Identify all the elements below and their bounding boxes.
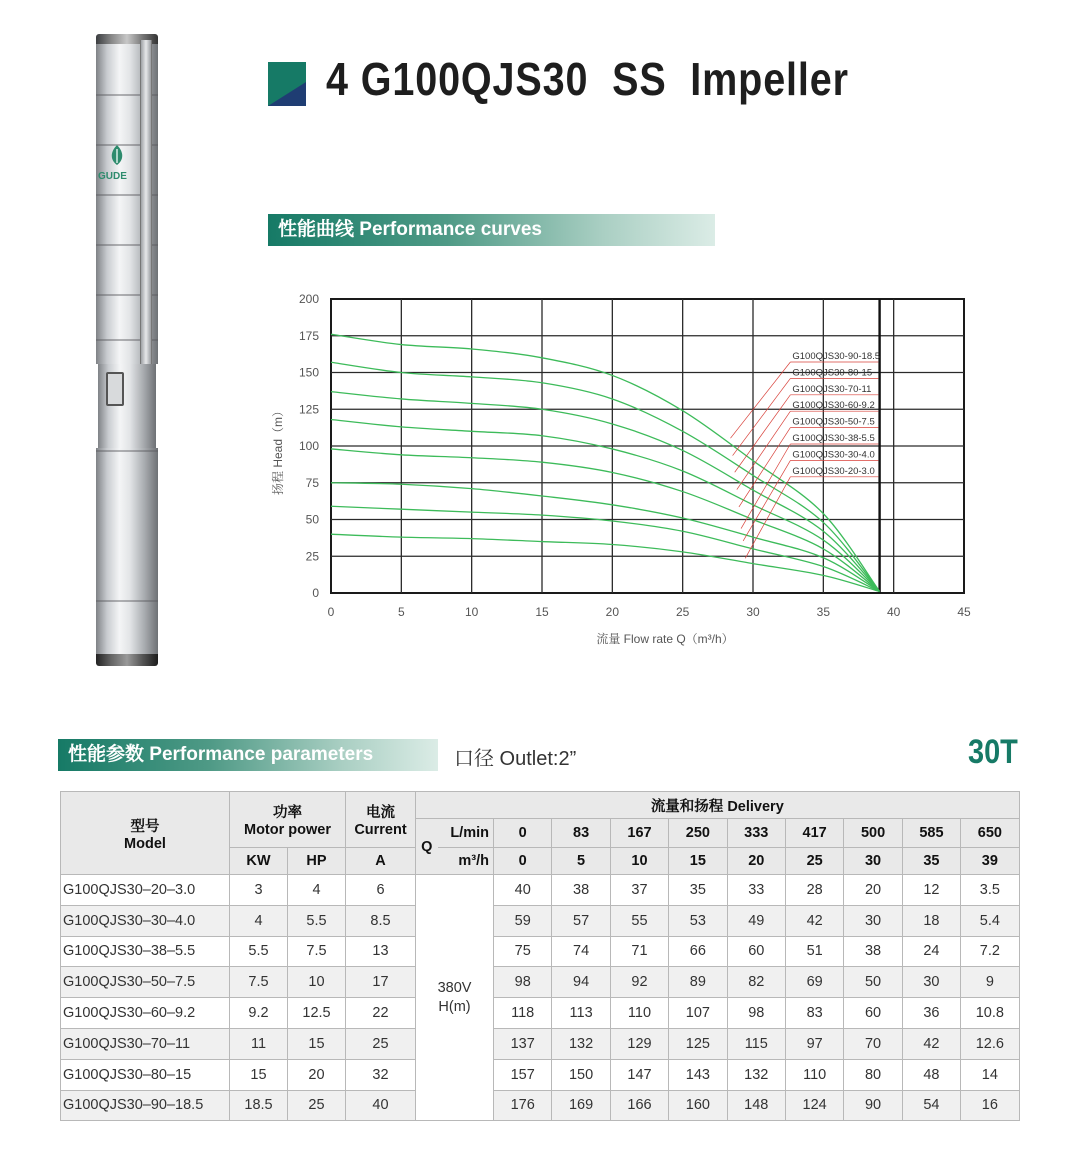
current-header [346,792,416,848]
pump-motor-body [96,448,158,598]
head-value-cell: 97 [785,1028,843,1059]
voltage-label: 380V [437,979,472,996]
head-value-cell: 118 [494,998,552,1029]
y-tick-label: 0 [312,586,319,600]
flow-m3h-header: 30 [844,848,902,875]
delivery-header: 流量和扬程 Delivery [416,792,1020,819]
head-value-cell: 176 [494,1090,552,1121]
power-header-en: Motor power [244,822,331,838]
head-value-cell: 3.5 [961,875,1019,906]
head-value-cell: 94 [552,967,610,998]
kw-cell: 18.5 [230,1090,288,1121]
current-header-cn: 电流 [366,805,395,821]
y-tick-label: 150 [298,365,319,380]
title-accent-icon [268,62,306,106]
flow-m3h-header: 20 [727,848,785,875]
current-cell: 32 [346,1059,416,1090]
y-tick-label: 200 [298,292,319,306]
y-axis-label: 扬程 Head（m） [271,404,285,496]
head-value-cell: 132 [552,1028,610,1059]
head-value-cell: 49 [727,905,785,936]
head-value-cell: 83 [785,998,843,1029]
kw-cell: 3 [230,875,288,906]
head-value-cell: 59 [494,905,552,936]
x-tick-label: 10 [464,605,479,619]
head-value-cell: 60 [727,936,785,967]
x-axis-label: 流量 Flow rate Q（m³/h） [596,632,734,646]
head-value-cell: 113 [552,998,610,1029]
flow-lmin-header: 650 [961,819,1019,848]
head-value-cell: 10.8 [961,998,1019,1029]
flow-lmin-header: 500 [844,819,902,848]
series-label: G100QJS30-20-3.0 [792,465,875,477]
current-cell: 22 [346,998,416,1029]
performance-curve-chart [260,285,1000,660]
pump-motor-base [96,598,158,654]
series-label: G100QJS30-80-15 [792,367,873,379]
head-value-cell: 92 [610,967,668,998]
model-cell: G100QJS30–38–5.5 [61,936,230,967]
head-value-cell: 12 [902,875,960,906]
hp-cell: 15 [288,1028,346,1059]
head-value-cell: 40 [494,875,552,906]
head-value-cell: 157 [494,1059,552,1090]
pump-inlet-window [106,372,124,406]
head-value-cell: 150 [552,1059,610,1090]
series-label: G100QJS30-60-9.2 [792,400,875,412]
model-header-en: Model [124,835,166,852]
hp-cell: 10 [288,967,346,998]
model-cell: G100QJS30–90–18.5 [61,1090,230,1121]
head-value-cell: 137 [494,1028,552,1059]
pump-groove [96,450,158,452]
brand-leaf-icon [108,144,126,166]
head-value-cell: 53 [669,905,727,936]
head-value-cell: 28 [785,875,843,906]
head-value-cell: 57 [552,905,610,936]
kw-cell: 15 [230,1059,288,1090]
model-cell: G100QJS30–30–4.0 [61,905,230,936]
power-header [230,792,346,848]
head-value-cell: 66 [669,936,727,967]
table-row [61,1090,1020,1121]
brand-logo-text: GUDE [98,171,127,182]
flow-m3h-header: 0 [494,848,552,875]
flow-lmin-header: 83 [552,819,610,848]
current-cell: 6 [346,875,416,906]
head-value-cell: 51 [785,936,843,967]
hp-cell: 12.5 [288,998,346,1029]
kw-cell: 7.5 [230,967,288,998]
head-value-cell: 98 [494,967,552,998]
lmin-unit: L/min [438,819,494,848]
head-value-cell: 50 [844,967,902,998]
pump-groove [96,600,158,602]
page-title: 4 G100QJS30 SS Impeller [326,53,849,105]
flow-lmin-header: 333 [727,819,785,848]
flow-m3h-header: 10 [610,848,668,875]
y-tick-label: 50 [305,512,319,527]
model-header [61,792,230,875]
hp-cell: 25 [288,1090,346,1121]
head-value-cell: 143 [669,1059,727,1090]
head-value-cell: 48 [902,1059,960,1090]
model-cell: G100QJS30–20–3.0 [61,875,230,906]
performance-parameters-heading: 性能参数 Performance parameters [58,739,438,771]
head-value-cell: 80 [844,1059,902,1090]
head-value-cell: 60 [844,998,902,1029]
current-cell: 25 [346,1028,416,1059]
y-tick-label: 175 [298,328,319,343]
head-value-cell: 75 [494,936,552,967]
head-value-cell: 33 [727,875,785,906]
head-value-cell: 35 [669,875,727,906]
x-tick-label: 25 [675,605,690,619]
hp-cell: 7.5 [288,936,346,967]
head-value-cell: 166 [610,1090,668,1121]
y-tick-label: 100 [298,439,319,453]
a-header: A [346,848,416,875]
head-value-cell: 132 [727,1059,785,1090]
current-cell: 8.5 [346,905,416,936]
kw-cell: 5.5 [230,936,288,967]
model-cell: G100QJS30–60–9.2 [61,998,230,1029]
x-tick-label: 40 [886,605,901,619]
table-row [61,905,1020,936]
table-row [61,1028,1020,1059]
performance-curves-heading: 性能曲线 Performance curves [268,214,715,246]
current-cell: 13 [346,936,416,967]
x-tick-label: 35 [816,605,831,619]
head-value-cell: 147 [610,1059,668,1090]
flow-lmin-header: 0 [494,819,552,848]
head-value-cell: 70 [844,1028,902,1059]
x-tick-label: 15 [535,605,549,619]
head-value-cell: 30 [844,905,902,936]
head-value-cell: 12.6 [961,1028,1019,1059]
head-value-cell: 98 [727,998,785,1029]
x-tick-label: 30 [746,605,760,619]
table-row [61,936,1020,967]
head-value-cell: 42 [902,1028,960,1059]
current-cell: 40 [346,1090,416,1121]
m3h-unit: m³/h [438,848,494,875]
kw-cell: 4 [230,905,288,936]
hp-cell: 20 [288,1059,346,1090]
head-value-cell: 54 [902,1090,960,1121]
x-tick-label: 0 [327,605,335,619]
head-value-cell: 115 [727,1028,785,1059]
head-value-cell: 107 [669,998,727,1029]
performance-table [60,791,1020,1121]
hp-cell: 4 [288,875,346,906]
head-value-cell: 42 [785,905,843,936]
head-value-cell: 16 [961,1090,1019,1121]
head-value-cell: 38 [552,875,610,906]
q-label: Q [416,819,438,875]
head-value-cell: 125 [669,1028,727,1059]
head-value-cell: 24 [902,936,960,967]
power-header-cn: 功率 [273,805,302,821]
model-header-cn: 型号 [130,818,160,835]
head-value-cell: 129 [610,1028,668,1059]
series-label: G100QJS30-90-18.5 [792,351,881,362]
head-value-cell: 30 [902,967,960,998]
x-tick-label: 20 [605,605,620,619]
series-badge: 30T [968,733,1018,771]
x-tick-label: 5 [397,605,405,619]
flow-m3h-header: 5 [552,848,610,875]
model-cell: G100QJS30–70–11 [61,1028,230,1059]
current-header-en: Current [354,822,407,838]
current-cell: 17 [346,967,416,998]
pump-product-image [92,34,162,669]
pump-bottom-cap [96,654,158,666]
flow-m3h-header: 25 [785,848,843,875]
head-value-cell: 38 [844,936,902,967]
hp-header: HP [288,848,346,875]
pump-cable-guard [140,40,152,400]
table-row [61,967,1020,998]
series-label: G100QJS30-30-4.0 [792,449,875,461]
model-cell: G100QJS30–80–15 [61,1059,230,1090]
table-row [61,875,1020,906]
series-label: G100QJS30-38-5.5 [792,433,875,444]
head-value-cell: 14 [961,1059,1019,1090]
head-value-cell: 18 [902,905,960,936]
head-value-cell: 82 [727,967,785,998]
head-value-cell: 37 [610,875,668,906]
head-value-cell: 124 [785,1090,843,1121]
flow-lmin-header: 167 [610,819,668,848]
kw-cell: 11 [230,1028,288,1059]
flow-m3h-header: 39 [961,848,1019,875]
head-value-cell: 55 [610,905,668,936]
series-label: G100QJS30-70-11 [792,383,872,395]
head-value-cell: 110 [785,1059,843,1090]
flow-m3h-header: 15 [669,848,727,875]
table-row [61,998,1020,1029]
series-label: G100QJS30-50-7.5 [792,416,875,428]
table-row [61,1059,1020,1090]
head-value-cell: 5.4 [961,905,1019,936]
hp-cell: 5.5 [288,905,346,936]
head-value-cell: 9 [961,967,1019,998]
head-value-cell: 20 [844,875,902,906]
model-cell: G100QJS30–50–7.5 [61,967,230,998]
y-tick-label: 25 [305,549,319,564]
head-value-cell: 148 [727,1090,785,1121]
head-value-cell: 71 [610,936,668,967]
head-value-cell: 90 [844,1090,902,1121]
y-tick-label: 125 [298,402,319,417]
kw-cell: 9.2 [230,998,288,1029]
head-value-cell: 169 [552,1090,610,1121]
head-value-cell: 110 [610,998,668,1029]
x-tick-label: 45 [957,605,971,619]
head-unit-label: H(m) [438,998,471,1015]
flow-lmin-header: 250 [669,819,727,848]
flow-m3h-header: 35 [902,848,960,875]
outlet-size: 口径 Outlet:2” [454,748,577,770]
chart-grid [331,299,964,593]
head-value-cell: 69 [785,967,843,998]
flow-lmin-header: 585 [902,819,960,848]
head-value-cell: 7.2 [961,936,1019,967]
head-value-cell: 74 [552,936,610,967]
head-value-cell: 160 [669,1090,727,1121]
head-value-cell: 89 [669,967,727,998]
voltage-head-cell [416,875,494,1121]
flow-lmin-header: 417 [785,819,843,848]
head-value-cell: 36 [902,998,960,1029]
y-tick-label: 75 [305,475,319,490]
kw-header: KW [230,848,288,875]
